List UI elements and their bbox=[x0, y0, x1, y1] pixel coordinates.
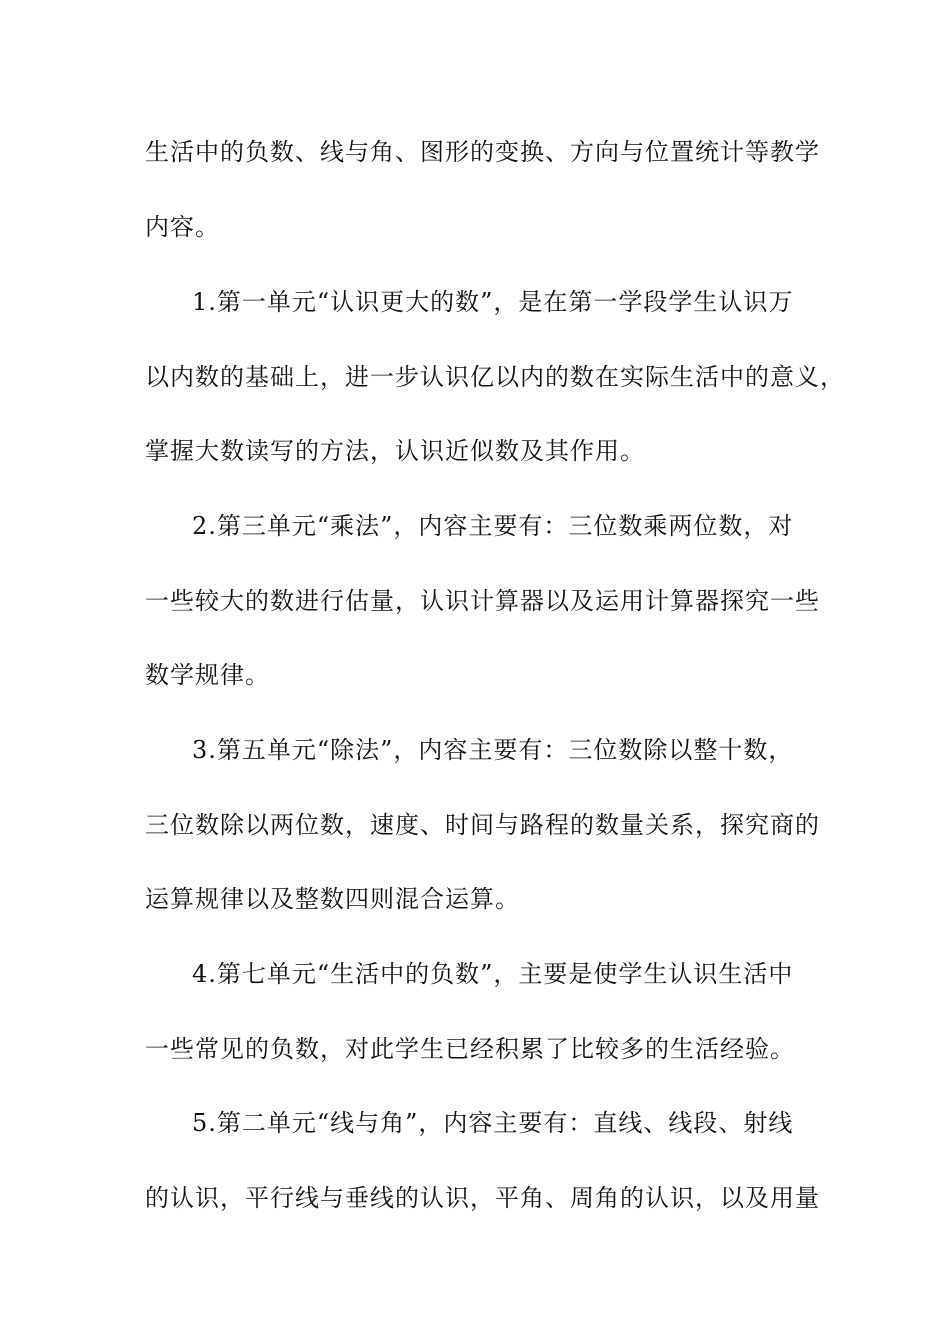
paragraph-4-start: 4.第七单元“生活中的负数”，主要是使学生认识生活中 bbox=[192, 960, 794, 988]
text-line-15: 的认识，平行线与垂线的认识，平角、周角的认识，以及用量 bbox=[145, 1184, 820, 1212]
text-line-10: 三位数除以两位数，速度、时间与路程的数量关系，探究商的 bbox=[145, 811, 820, 839]
text-line-1: 生活中的负数、线与角、图形的变换、方向与位置统计等教学 bbox=[145, 138, 820, 166]
text-line-2: 内容。 bbox=[145, 213, 220, 241]
paragraph-1-start: 1.第一单元“认识更大的数”，是在第一学段学生认识万 bbox=[192, 288, 794, 316]
paragraph-3-start: 3.第五单元“除法”，内容主要有：三位数除以整十数， bbox=[192, 736, 794, 764]
paragraph-2-start: 2.第三单元“乘法”，内容主要有：三位数乘两位数，对 bbox=[192, 512, 794, 540]
text-line-13: 一些常见的负数，对此学生已经积累了比较多的生活经验。 bbox=[145, 1035, 795, 1063]
text-line-11: 运算规律以及整数四则混合运算。 bbox=[145, 885, 520, 913]
text-line-7: 一些较大的数进行估量，认识计算器以及运用计算器探究一些 bbox=[145, 587, 820, 615]
text-line-5: 掌握大数读写的方法，认识近似数及其作用。 bbox=[145, 437, 645, 465]
text-line-8: 数学规律。 bbox=[145, 661, 270, 689]
text-line-4: 以内数的基础上，进一步认识亿以内的数在实际生活中的意义， bbox=[145, 363, 845, 391]
paragraph-5-start: 5.第二单元“线与角”，内容主要有：直线、线段、射线 bbox=[192, 1109, 794, 1137]
